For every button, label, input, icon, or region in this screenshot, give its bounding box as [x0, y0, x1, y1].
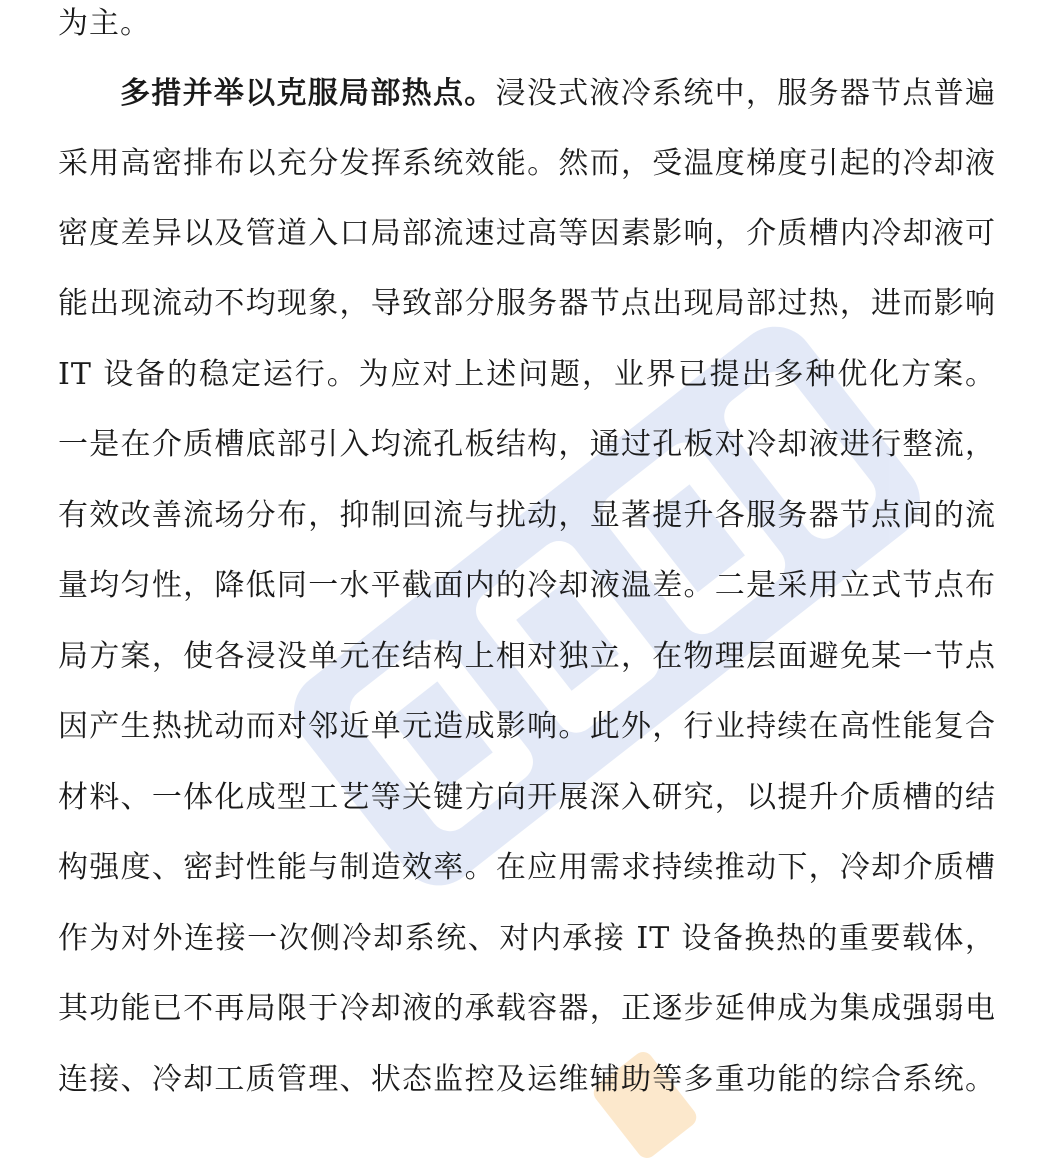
paragraph-first-line [120, 74, 996, 114]
text-line: 采用高密排布以充分发挥系统效能。然而，受温度梯度引起的冷却液 [58, 146, 996, 181]
text-line: 量均匀性，降低同一水平截面内的冷却液温差。二是采用立式节点布 [58, 568, 996, 603]
text-line: 一是在介质槽底部引入均流孔板结构，通过孔板对冷却液进行整流， [58, 427, 996, 462]
text-line: 材料、一体化成型工艺等关键方向开展深入研究，以提升介质槽的结 [58, 780, 996, 815]
text-line: 其功能已不再局限于冷却液的承载容器，正逐步延伸成为集成强弱电 [58, 991, 996, 1026]
text-line: 能出现流动不均现象，导致部分服务器节点出现局部过热，进而影响 [58, 286, 996, 321]
text-line: 作为对外连接一次侧冷却系统、对内承接 IT 设备换热的重要载体， [58, 921, 996, 956]
text-line: IT 设备的稳定运行。为应对上述问题，业界已提出多种优化方案。 [58, 357, 996, 392]
text-line: 为主。 [58, 6, 151, 41]
text-line: 有效改善流场分布，抑制回流与扰动，显著提升各服务器节点间的流 [58, 498, 996, 533]
text-line: 局方案，使各浸没单元在结构上相对独立，在物理层面避免某一节点 [58, 639, 996, 674]
text-line: 连接、冷却工质管理、状态监控及运维辅助等多重功能的综合系统。 [58, 1062, 996, 1097]
text-line: 构强度、密封性能与制造效率。在应用需求持续推动下，冷却介质槽 [58, 850, 996, 885]
text-line: 因产生热扰动而对邻近单元造成影响。此外，行业持续在高性能复合 [58, 709, 996, 744]
text-line: 密度差异以及管道入口局部流速过高等因素影响，介质槽内冷却液可 [58, 216, 996, 251]
paragraph-heading: 多措并举以克服局部热点。 [120, 76, 496, 111]
paragraph-text: 浸没式液冷系统中，服务器节点普遍 [495, 76, 997, 111]
